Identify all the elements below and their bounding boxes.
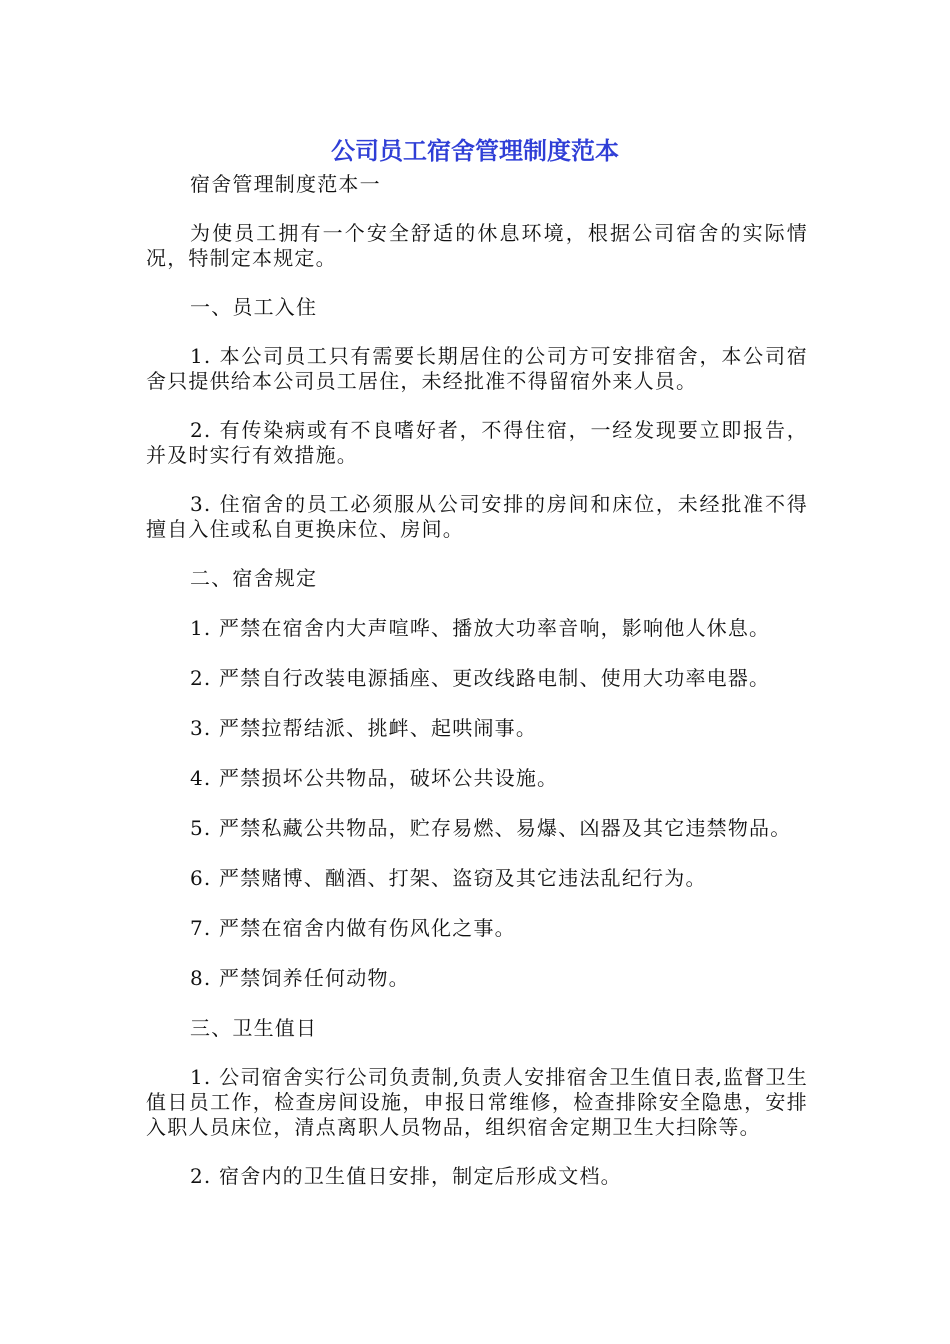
section-subtitle: 宿舍管理制度范本一 — [190, 172, 381, 196]
intro-paragraph: 为使员工拥有一个安全舒适的休息环境，根据公司宿舍的实际情况，特制定本规定。 — [146, 221, 808, 270]
list-item: 3. 严禁拉帮结派、挑衅、起哄闹事。 — [190, 716, 538, 740]
list-item: 1. 本公司员工只有需要长期居住的公司方可安排宿舍，本公司宿舍只提供给本公司员工居住，未经批准不得留宿外来人员。 — [146, 344, 808, 393]
section-heading-3: 三、卫生值日 — [190, 1016, 318, 1040]
list-item: 2. 宿舍内的卫生值日安排，制定后形成文档。 — [190, 1164, 622, 1188]
list-item: 5. 严禁私藏公共物品，贮存易燃、易爆、凶器及其它违禁物品。 — [190, 816, 792, 840]
document-title: 公司员工宿舍管理制度范本 — [331, 137, 619, 165]
list-item: 3. 住宿舍的员工必须服从公司安排的房间和床位，未经批准不得擅自入住或私自更换床位、房间。 — [146, 492, 808, 541]
list-item: 1. 严禁在宿舍内大声喧哗、播放大功率音响，影响他人休息。 — [190, 616, 771, 640]
list-item: 1. 公司宿舍实行公司负责制,负责人安排宿舍卫生值日表,监督卫生值日员工作，检查房间设施，申报日常维修，检查排除安全隐患，安排入职人员床位，清点离职人员物品，组织宿舍定期卫生大扫除等。 — [146, 1065, 808, 1139]
document-body — [146, 172, 808, 1189]
list-item: 2. 严禁自行改装电源插座、更改线路电制、使用大功率电器。 — [190, 666, 771, 690]
list-item: 2. 有传染病或有不良嗜好者，不得住宿，一经发现要立即报告，并及时实行有效措施。 — [146, 418, 808, 467]
section-heading-1: 一、员工入住 — [190, 295, 318, 319]
list-item: 7. 严禁在宿舍内做有伤风化之事。 — [190, 916, 516, 940]
list-item: 6. 严禁赌博、酗酒、打架、盗窃及其它违法乱纪行为。 — [190, 866, 707, 890]
list-item: 4. 严禁损坏公共物品，破坏公共设施。 — [190, 766, 559, 790]
list-item: 8. 严禁饲养任何动物。 — [190, 966, 410, 990]
section-heading-2: 二、宿舍规定 — [190, 566, 318, 590]
